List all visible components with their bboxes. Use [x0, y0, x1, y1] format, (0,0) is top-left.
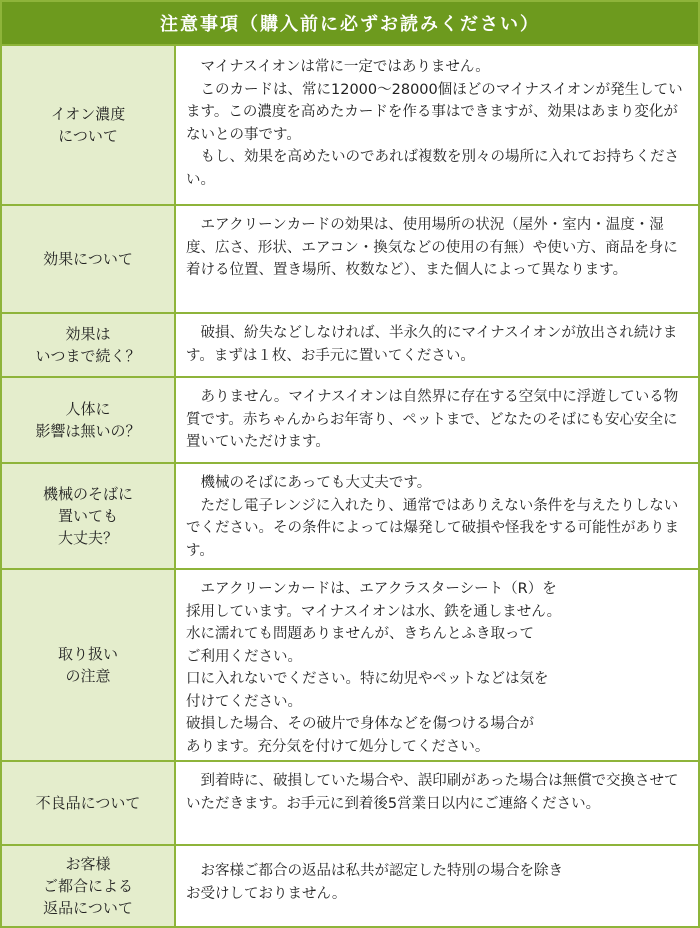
row-content: 到着時に、破損していた場合や、誤印刷があった場合は無償で交換させていただきます。お手元に到着後5営業日以内にご連絡ください。 — [176, 762, 698, 844]
row-label: お客様 ご都合による 返品について — [2, 846, 176, 926]
row-health-effect — [2, 378, 698, 464]
table-title: 注意事項（購入前に必ずお読みください） — [2, 2, 698, 46]
row-content: 機械のそばにあっても大丈夫です。 ただし電子レンジに入れたり、通常ではありえない条件を与えたりしないでください。その条件によっては爆発して破損や怪我をする可能性があります。 — [176, 464, 698, 568]
row-effect — [2, 206, 698, 314]
row-label: 機械のそばに 置いても 大丈夫？ — [2, 464, 176, 568]
row-label: 不良品について — [2, 762, 176, 844]
row-duration — [2, 314, 698, 378]
row-content: エアクリーンカードは、エアクラスターシート（R）を 採用しています。マイナスイオンは水、鉄を通しません。 水に濡れても問題ありませんが、きちんとふき取って ご利用ください。 口に入れないでください。特に幼児やペットなどは気を 付けてください。 破損した場合、その破片で身体などを傷つける場合が あります。充分気を付けて処分してください。 — [176, 570, 698, 760]
row-handling — [2, 570, 698, 762]
row-content: エアクリーンカードの効果は、使用場所の状況（屋外・室内・温度・湿度、広さ、形状、エアコン・換気などの使用の有無）や使い方、商品を身に着ける位置、置き場所、枚数など）、また個人によって異なります。 — [176, 206, 698, 312]
row-label: 人体に 影響は無いの？ — [2, 378, 176, 462]
row-content: ありません。マイナスイオンは自然界に存在する空気中に浮遊している物質です。赤ちゃんからお年寄り、ペットまで、どなたのそばにも安心安全に置いていただけます。 — [176, 378, 698, 462]
row-label: イオン濃度 について — [2, 46, 176, 204]
row-content: 破損、紛失などしなければ、半永久的にマイナスイオンが放出され続けます。まずは１枚、お手元に置いてください。 — [176, 314, 698, 376]
row-label: 取り扱い の注意 — [2, 570, 176, 760]
row-near-machines — [2, 464, 698, 570]
row-returns — [2, 846, 698, 926]
row-content: お客様ご都合の返品は私共が認定した特別の場合を除き お受けしておりません。 — [176, 846, 698, 926]
row-label: 効果は いつまで続く？ — [2, 314, 176, 376]
row-ion-concentration — [2, 46, 698, 206]
row-content: マイナスイオンは常に一定ではありません。 このカードは、常に12000～28000個ほどのマイナスイオンが発生しています。この濃度を高めたカードを作る事はできますが、効果はあまり変化がないとの事です。 もし、効果を高めたいのであれば複数を別々の場所に入れてお持ちください。 — [176, 46, 698, 204]
row-defective — [2, 762, 698, 846]
row-label: 効果について — [2, 206, 176, 312]
